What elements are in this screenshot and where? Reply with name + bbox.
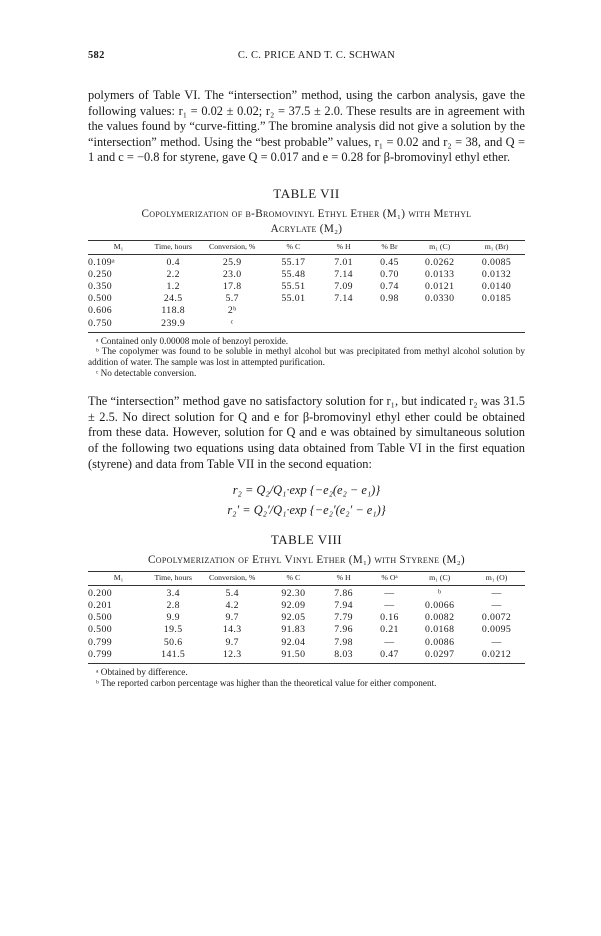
table-7-cell: 55.51 bbox=[281, 280, 306, 292]
table-7-cell: 0.0140 bbox=[481, 280, 512, 292]
table-8-cell: 7.86 bbox=[334, 587, 353, 599]
table-8-cell: 92.05 bbox=[281, 612, 306, 624]
table-7-cell: 55.01 bbox=[281, 293, 306, 305]
table-7-caption bbox=[88, 207, 525, 237]
table-8-header: m₁ (O) bbox=[485, 573, 508, 583]
table-7-cell bbox=[267, 305, 319, 317]
table-8-header: m₁ (C) bbox=[429, 573, 451, 583]
table-7-cell: 25.9 bbox=[222, 256, 242, 268]
table-7-cell: 0.109ᵃ bbox=[88, 256, 116, 268]
table-7-cell: 0.0132 bbox=[481, 268, 512, 280]
table-7-cell: 55.17 bbox=[281, 256, 306, 268]
table-7-cell: 7.14 bbox=[334, 268, 353, 280]
paragraph-2: The “intersection” method gave no satisfactory solution for r₁, but indicated r₂ was 31.5 ± 2.5. No direct solution for Q and e for β-bromovinyl ethyl ether could be obtained from these data. However, solution for Q and e was obtained by simultaneous solution of the following two equations using data obtained from Table VI in the first equation (styrene) and data from Table VII in the second equation: bbox=[88, 394, 525, 471]
table-8-cell: 0.500 bbox=[88, 624, 113, 636]
table-8-header: % C bbox=[286, 573, 301, 583]
table-8-row bbox=[88, 624, 525, 636]
table-8-row bbox=[88, 612, 525, 624]
table-8 bbox=[88, 571, 525, 664]
running-head: C. C. PRICE AND T. C. SCHWAN bbox=[237, 50, 396, 61]
table-7-cell bbox=[411, 318, 468, 333]
table-7-cell: 7.09 bbox=[334, 280, 353, 292]
table-7-header: Conversion, % bbox=[209, 241, 256, 251]
table-7-cell: 0.0121 bbox=[425, 280, 455, 292]
table-7-footnotes bbox=[88, 336, 525, 378]
table-8-cell: 5.4 bbox=[225, 587, 239, 599]
table-8-cell: ᵇ bbox=[438, 587, 442, 599]
table-7-header: M₁ bbox=[113, 241, 124, 251]
table-7-cell: 5.7 bbox=[225, 293, 239, 305]
table-8-footnote: ᵃ Obtained by difference. bbox=[96, 666, 188, 677]
table-7-cell: 0.0185 bbox=[481, 293, 512, 305]
table-7-footnote: ᵇ The copolymer was found to be soluble in methyl alcohol but was precipitated from methyl alcohol solution by addition of water. The sample was lost in attempted purification. bbox=[88, 346, 525, 367]
table-8-cell: 7.96 bbox=[334, 624, 353, 636]
table-8-cell: 92.30 bbox=[281, 587, 306, 599]
table-8-caption bbox=[88, 553, 525, 568]
page-number: 582 bbox=[88, 50, 105, 61]
table-7-cell: 17.8 bbox=[222, 280, 242, 292]
table-8-cell: 7.79 bbox=[334, 612, 353, 624]
table-8-cell: — bbox=[491, 636, 502, 648]
table-7-caption-line-2: Acrylate (M₂) bbox=[270, 222, 343, 235]
table-7-cell: 0.350 bbox=[88, 280, 113, 292]
table-7-cell: 7.14 bbox=[334, 293, 353, 305]
table-7-cell: 0.70 bbox=[380, 268, 399, 280]
table-8-cell: — bbox=[491, 599, 502, 611]
table-7-cell: 0.74 bbox=[380, 280, 399, 292]
table-8-cell: 19.5 bbox=[163, 624, 183, 636]
table-7-cell bbox=[368, 318, 412, 333]
equation-2: r₂′ = Q₂′/Q₁·exp {−e₂′(e₂′ − e₁)} bbox=[227, 503, 386, 518]
table-7-cell: 0.750 bbox=[88, 318, 149, 333]
table-7-cell: 118.8 bbox=[161, 305, 186, 317]
table-8-cell: 0.500 bbox=[88, 612, 113, 624]
table-8-cell: 2.8 bbox=[166, 599, 180, 611]
table-8-cell: 141.5 bbox=[149, 649, 197, 664]
table-8-cell: 0.21 bbox=[380, 624, 399, 636]
table-8-cell: 0.0082 bbox=[425, 612, 455, 624]
table-7-header: Time, hours bbox=[154, 241, 192, 251]
table-7-cell: 2.2 bbox=[166, 268, 180, 280]
table-7-cell: 0.0330 bbox=[425, 293, 455, 305]
table-8-cell: 9.7 bbox=[225, 636, 239, 648]
table-7-cell bbox=[267, 318, 319, 333]
table-7-cell bbox=[411, 305, 468, 317]
table-7-cell: 0.4 bbox=[166, 256, 180, 268]
table-8-cell: — bbox=[491, 587, 502, 599]
table-7-title: TABLE VII bbox=[273, 185, 340, 201]
table-8-cell: 0.0168 bbox=[425, 624, 455, 636]
table-7-header: % C bbox=[286, 241, 301, 251]
table-7-cell: 24.5 bbox=[163, 293, 183, 305]
table-8-cell: 0.0297 bbox=[411, 649, 468, 664]
table-7-row bbox=[88, 305, 525, 317]
table-8-cell: 0.0072 bbox=[481, 612, 512, 624]
table-8-header: Conversion, % bbox=[209, 573, 256, 583]
table-7-footnote: ᶜ No detectable conversion. bbox=[96, 367, 197, 378]
table-8-cell: 0.16 bbox=[380, 612, 399, 624]
table-7-header: % Br bbox=[381, 241, 398, 251]
table-7-cell: 0.45 bbox=[380, 256, 399, 268]
table-8-cell: 0.0212 bbox=[468, 649, 525, 664]
table-8-cell: 12.3 bbox=[197, 649, 267, 664]
table-8-header: Time, hours bbox=[154, 573, 192, 583]
table-7-cell: 55.48 bbox=[281, 268, 306, 280]
table-7-cell: 0.0262 bbox=[425, 256, 455, 268]
table-8-cell: — bbox=[384, 599, 395, 611]
table-8-cell: 9.7 bbox=[225, 612, 239, 624]
table-7-cell: 0.98 bbox=[380, 293, 399, 305]
table-8-cell: 0.799 bbox=[88, 649, 149, 664]
table-8-title: TABLE VIII bbox=[270, 532, 343, 548]
table-8-cell: 0.0066 bbox=[425, 599, 455, 611]
equation-1: r₂ = Q₂/Q₁·exp {−e₂(e₂ − e₁)} bbox=[232, 483, 381, 498]
table-8-cell: 4.2 bbox=[225, 599, 239, 611]
table-7-cell: 23.0 bbox=[222, 268, 242, 280]
table-7-cell: 2ᵇ bbox=[227, 305, 237, 317]
table-7 bbox=[88, 240, 525, 333]
table-7-header-row bbox=[88, 240, 525, 254]
table-7-row bbox=[88, 269, 525, 281]
table-8-row bbox=[88, 649, 525, 664]
table-8-cell: 14.3 bbox=[222, 624, 242, 636]
table-7-header: m₁ (C) bbox=[429, 241, 451, 251]
table-8-cell: 7.94 bbox=[334, 599, 353, 611]
table-8-cell: 0.0095 bbox=[481, 624, 512, 636]
table-8-row bbox=[88, 585, 525, 600]
table-8-cell: 3.4 bbox=[166, 587, 180, 599]
table-7-cell: ᶜ bbox=[197, 318, 267, 333]
table-7-footnote: ᵃ Contained only 0.00008 mole of benzoyl peroxide. bbox=[96, 335, 289, 346]
table-8-caption-line-1: Copolymerization of Ethyl Vinyl Ether (M₁) with Styrene (M₂) bbox=[148, 554, 465, 567]
table-7-cell bbox=[468, 305, 525, 317]
table-8-cell: — bbox=[384, 587, 395, 599]
table-8-header: % H bbox=[336, 573, 351, 583]
table-7-cell bbox=[320, 305, 368, 317]
table-7-header: m₁ (Br) bbox=[484, 241, 509, 251]
table-8-cell: 92.04 bbox=[281, 636, 306, 648]
table-7-cell bbox=[320, 318, 368, 333]
table-8-cell: 0.799 bbox=[88, 636, 113, 648]
table-8-cell: 0.200 bbox=[88, 587, 113, 599]
table-8-footnotes bbox=[88, 667, 525, 688]
table-7-cell bbox=[468, 318, 525, 333]
table-8-cell: 9.9 bbox=[166, 612, 180, 624]
table-8-header: % Oᵃ bbox=[381, 573, 398, 583]
table-8-cell: 7.98 bbox=[334, 636, 353, 648]
table-8-cell: 92.09 bbox=[281, 599, 306, 611]
table-7-body bbox=[88, 254, 525, 332]
table-7-cell: 0.0085 bbox=[481, 256, 512, 268]
table-7-header: % H bbox=[336, 241, 351, 251]
table-8-cell: 8.03 bbox=[320, 649, 368, 664]
table-8-cell: 0.201 bbox=[88, 599, 113, 611]
table-8-body bbox=[88, 585, 525, 663]
table-8-header-row bbox=[88, 572, 525, 586]
table-7-row bbox=[88, 293, 525, 305]
table-7-cell: 1.2 bbox=[166, 280, 180, 292]
equations bbox=[88, 480, 525, 520]
paragraph-1: polymers of Table VI. The “intersection” method, using the carbon analysis, gave the following values: r₁ = 0.02 ± 0.02; r₂ = 37.5 ± 2.0. These results are in agreement with the values found by “curve-fitting.” The bromine analysis did not give a solution by the “intersection” method. Using the “best probable” values, r₁ = 0.02 and r₂ = 38, and Q = 1 and c = −0.8 for styrene, gave Q = 0.017 and e = 0.28 for β-bromovinyl ethyl ether. bbox=[88, 88, 525, 165]
table-8-row bbox=[88, 600, 525, 612]
table-7-row bbox=[88, 281, 525, 293]
page-header bbox=[88, 50, 525, 66]
table-7-row bbox=[88, 254, 525, 269]
table-7-caption-line-1: Copolymerization of β-Bromovinyl Ethyl Ether (M₁) with Methyl bbox=[141, 207, 472, 220]
table-8-cell: 91.50 bbox=[267, 649, 319, 664]
table-8-cell: 0.0086 bbox=[425, 636, 455, 648]
table-7-cell: 0.606 bbox=[88, 305, 113, 317]
table-8-footnote: ᵇ The reported carbon percentage was higher than the theoretical value for either component. bbox=[96, 677, 437, 688]
table-7-cell: 0.500 bbox=[88, 293, 113, 305]
table-7-cell: 0.0133 bbox=[425, 268, 455, 280]
table-8-header: M₁ bbox=[113, 573, 124, 583]
journal-page bbox=[88, 50, 525, 688]
table-8-cell: 0.47 bbox=[368, 649, 412, 664]
table-8-row bbox=[88, 637, 525, 649]
table-7-cell: 239.9 bbox=[149, 318, 197, 333]
table-7-cell: 0.250 bbox=[88, 268, 113, 280]
table-8-cell: — bbox=[384, 636, 395, 648]
table-8-cell: 91.83 bbox=[281, 624, 306, 636]
table-7-cell bbox=[368, 305, 412, 317]
table-8-cell: 50.6 bbox=[163, 636, 183, 648]
table-7-row bbox=[88, 318, 525, 333]
table-7-cell: 7.01 bbox=[334, 256, 353, 268]
